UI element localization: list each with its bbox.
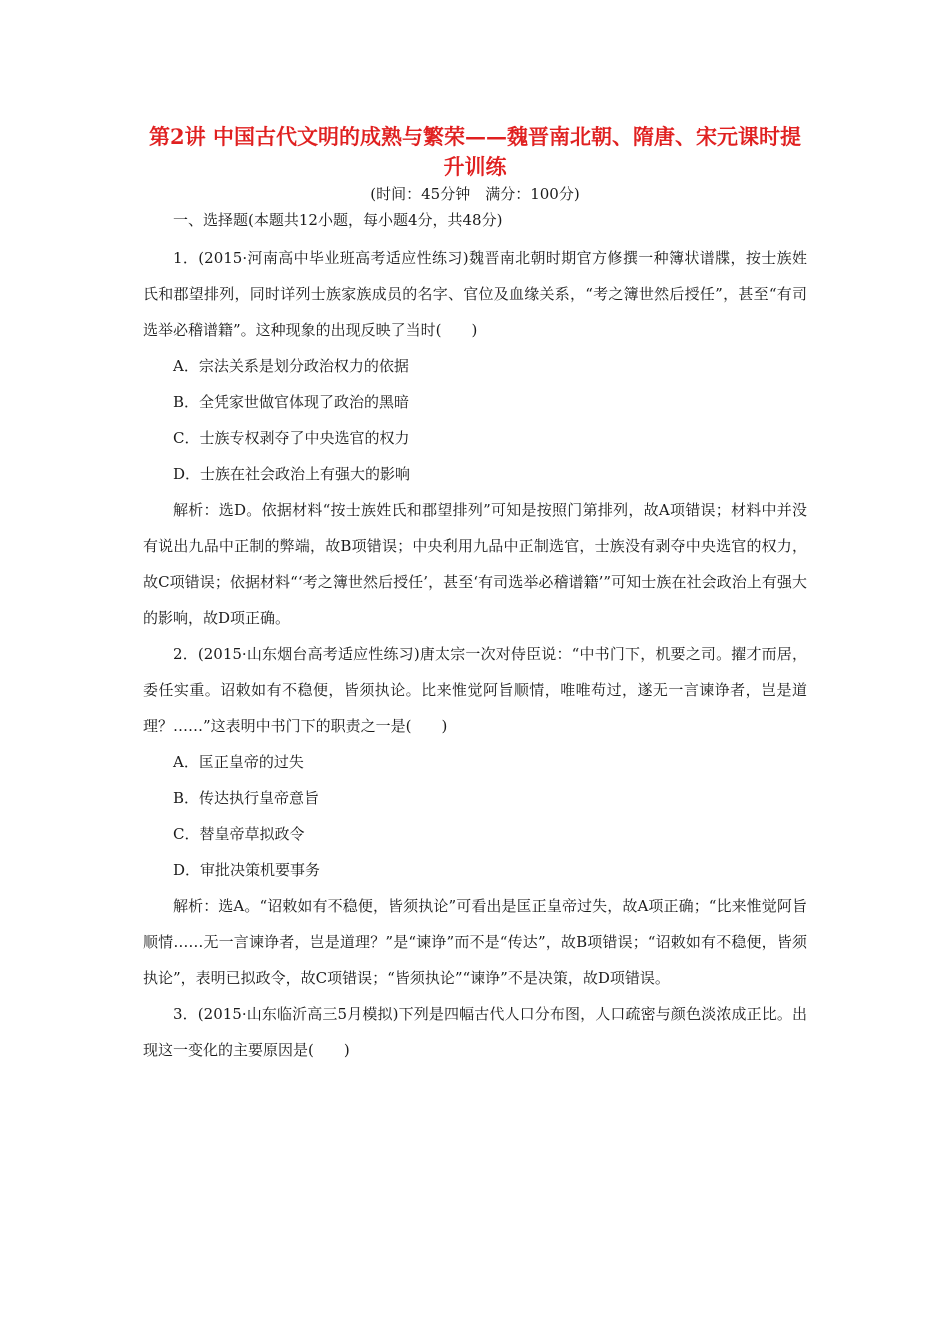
document-page — [143, 122, 807, 1068]
option-b: B．传达执行皇帝意旨 — [173, 789, 320, 807]
question-stem: 1．(2015·河南高中毕业班高考适应性练习)魏晋南北朝时期官方修撰一种簿状谱牒，按士族姓氏和郡望排列，同时详列士族家族成员的名字、官位及血缘关系，“考之簿世然后授任”，甚至“有司选举必稽谱籍”。这种现象的出现反映了当时( ) — [143, 249, 807, 339]
option-d: D．审批决策机要事务 — [173, 861, 321, 879]
option-d: D．士族在社会政治上有强大的影响 — [173, 465, 411, 483]
question-2 — [143, 636, 807, 996]
option-b: B．全凭家世做官体现了政治的黑暗 — [173, 393, 410, 411]
question-stem: 2．(2015·山东烟台高考适应性练习)唐太宗一次对侍臣说：“中书门下，机要之司。擢才而居，委任实重。诏敕如有不稳便，皆须执论。比来惟觉阿旨顺情，唯唯苟过，遂无一言谏诤者，岂是道理？……”这表明中书门下的职责之一是( ) — [143, 645, 807, 735]
document-title: 第2讲 中国古代文明的成熟与繁荣——魏晋南北朝、隋唐、宋元课时提升训练 — [149, 124, 801, 179]
option-a: A．匡正皇帝的过失 — [173, 753, 304, 771]
option-c: C．士族专权剥夺了中央选官的权力 — [173, 429, 410, 447]
question-stem: 3．(2015·山东临沂高三5月模拟)下列是四幅古代人口分布图，人口疏密与颜色淡浓成正比。出现这一变化的主要原因是( ) — [143, 1005, 807, 1059]
question-1 — [143, 240, 807, 636]
question-analysis: 解析：选A。“诏敕如有不稳便，皆须执论”可看出是匡正皇帝过失，故A项正确；“比来惟觉阿旨顺情……无一言谏诤者，岂是道理？”是“谏诤”而不是“传达”，故B项错误；“诏敕如有不稳便，皆须执论”，表明已拟政令，故C项错误；“皆须执论”“谏诤”不是决策，故D项错误。 — [143, 897, 807, 987]
section-heading: 一、选择题(本题共12小题，每小题4分，共48分) — [173, 211, 503, 229]
question-3 — [143, 996, 807, 1068]
option-a: A．宗法关系是划分政治权力的依据 — [173, 357, 409, 375]
question-analysis: 解析：选D。依据材料“按士族姓氏和郡望排列”可知是按照门第排列，故A项错误；材料中并没有说出九品中正制的弊端，故B项错误；中央利用九品中正制选官，士族没有剥夺中央选官的权力，故C项错误；依据材料“‘考之簿世然后授任’，甚至‘有司选举必稽谱籍’”可知士族在社会政治上有强大的影响，故D项正确。 — [143, 501, 807, 627]
time-and-score: (时间：45分钟 满分：100分) — [370, 185, 580, 203]
option-c: C．替皇帝草拟政令 — [173, 825, 305, 843]
